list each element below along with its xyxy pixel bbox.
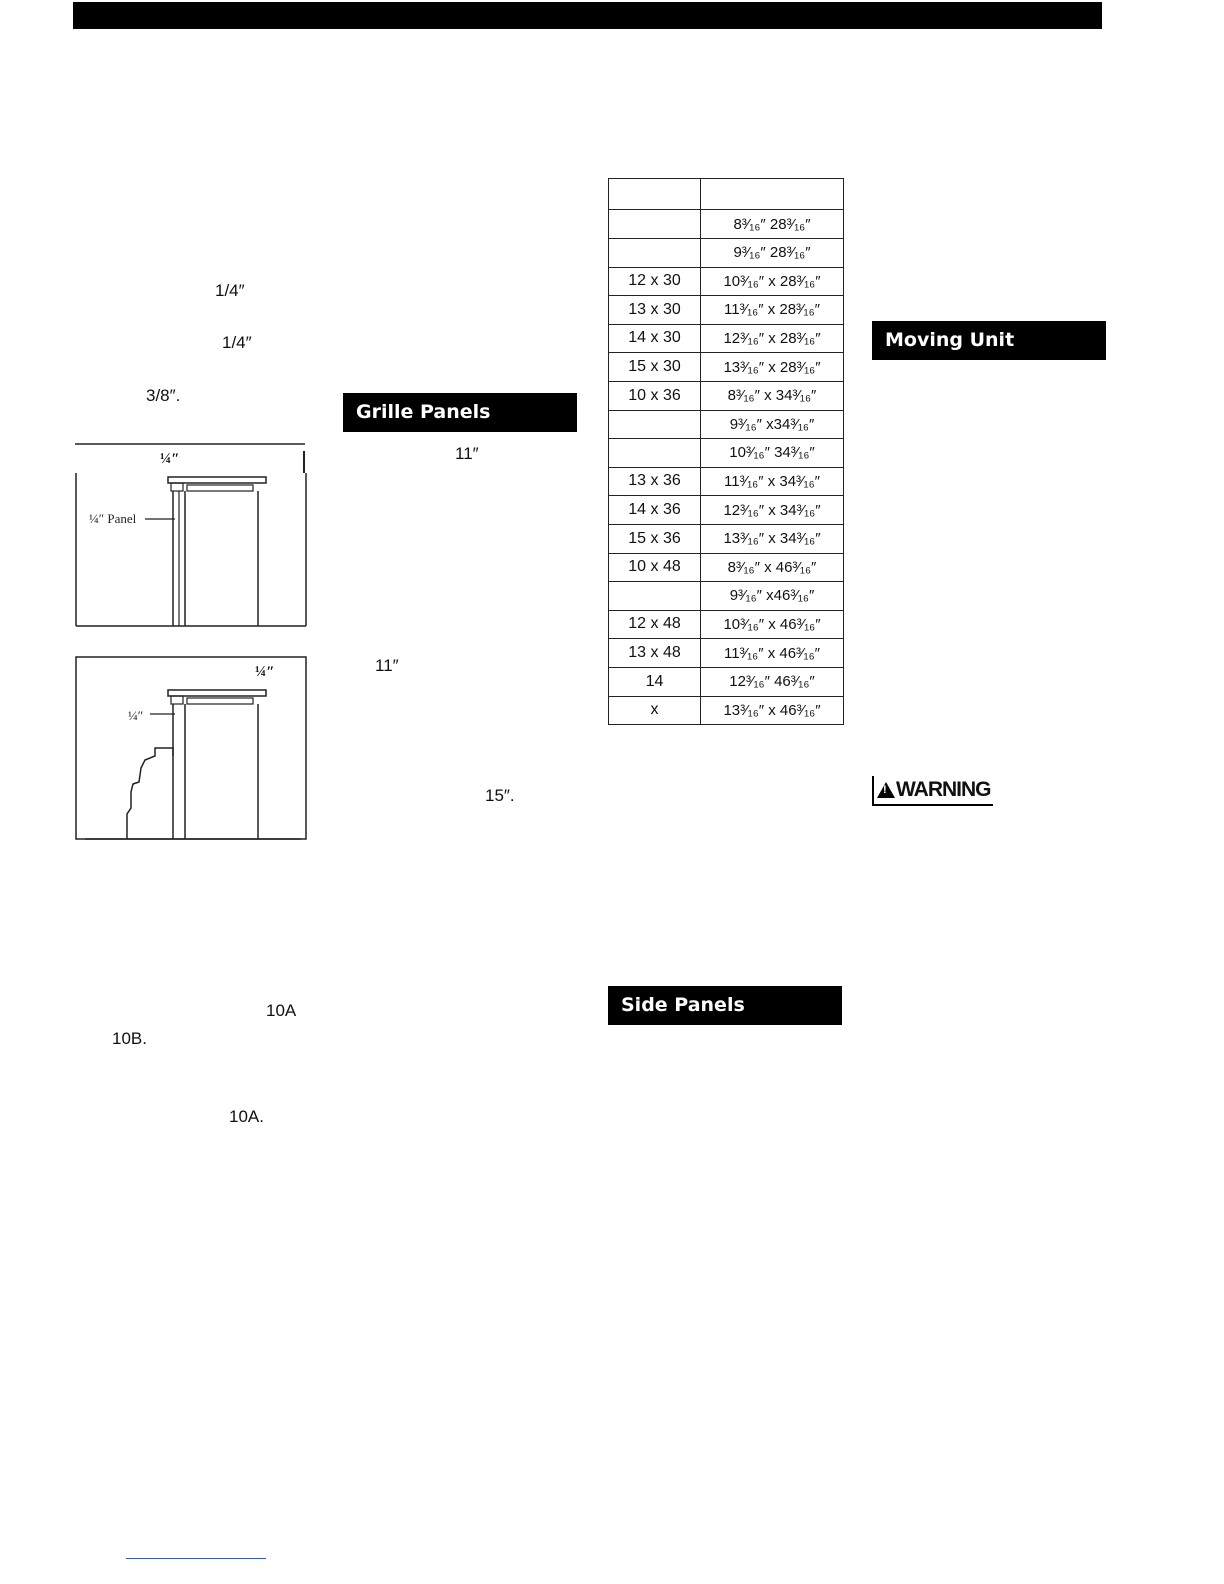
table-cell-panel: 13³⁄₁₆″ x 28³⁄₁₆″ xyxy=(723,358,821,376)
table-cell-panel: 9³⁄₁₆″ 28³⁄₁₆″ xyxy=(733,244,811,262)
table-cell-size xyxy=(609,439,701,467)
table-header-row xyxy=(608,178,844,210)
figure-panel-diagram-a xyxy=(75,443,307,628)
table-cell-panel: 12³⁄₁₆″ x 28³⁄₁₆″ xyxy=(723,329,821,347)
table-row xyxy=(608,696,844,725)
table-cell-panel: 13³⁄₁₆″ x 46³⁄₁₆″ xyxy=(723,701,821,719)
footnote-rule xyxy=(126,1558,266,1559)
table-cell-size: 13 x 30 xyxy=(609,296,701,324)
table-row xyxy=(608,353,844,382)
table-cell-size: 12 x 48 xyxy=(609,610,701,638)
table-cell-size xyxy=(609,239,701,267)
table-row xyxy=(608,296,844,325)
table-header-cell-panel xyxy=(701,179,843,209)
table-cell-size: 14 x 30 xyxy=(609,324,701,352)
table-row xyxy=(608,610,844,639)
table-cell-panel: 9³⁄₁₆″ x46³⁄₁₆″ xyxy=(729,587,815,605)
warning-text: WARNING xyxy=(896,778,991,801)
table-row xyxy=(608,525,844,554)
table-row xyxy=(608,210,844,239)
dimension-15: 15″. xyxy=(485,786,515,805)
table-row xyxy=(608,496,844,525)
warning-label xyxy=(872,776,993,806)
warning-triangle-icon xyxy=(877,782,895,798)
table-header-cell-size xyxy=(609,179,701,209)
figure-a-drawing xyxy=(75,443,307,628)
table-cell-panel: 8³⁄₁₆″ x 34³⁄₁₆″ xyxy=(727,387,817,405)
grille-panels-heading: Grille Panels xyxy=(343,393,577,432)
table-cell-panel: 11³⁄₁₆″ x 28³⁄₁₆″ xyxy=(724,301,820,319)
table-cell-size: 14 x 36 xyxy=(609,496,701,524)
table-cell-panel: 12³⁄₁₆″ 46³⁄₁₆″ xyxy=(729,673,815,691)
table-row xyxy=(608,267,844,296)
table-cell-panel: 10³⁄₁₆″ 34³⁄₁₆″ xyxy=(729,444,815,462)
table-row xyxy=(608,668,844,697)
figure-a-dimension: ¼″ xyxy=(160,451,180,467)
table-cell-size: 10 x 48 xyxy=(609,553,701,581)
table-row xyxy=(608,439,844,468)
table-cell-panel: 12³⁄₁₆″ x 34³⁄₁₆″ xyxy=(723,501,821,519)
figure-ref-10a-second: 10A. xyxy=(229,1107,264,1126)
table-cell-panel: 9³⁄₁₆″ x34³⁄₁₆″ xyxy=(729,415,815,433)
table-row xyxy=(608,582,844,611)
figure-b-dimension: ¼″ xyxy=(255,664,275,680)
fraction-quarter-1: 1/4″ xyxy=(215,281,245,300)
side-panels-heading: Side Panels xyxy=(608,986,842,1025)
table-row xyxy=(608,639,844,668)
table-cell-size: 13 x 48 xyxy=(609,639,701,667)
table-row xyxy=(608,324,844,353)
moving-unit-heading: Moving Unit xyxy=(872,321,1106,360)
table-cell-size: 14 xyxy=(609,668,701,696)
figure-panel-diagram-b xyxy=(75,656,307,842)
figure-ref-10a: 10A xyxy=(266,1001,297,1020)
figure-ref-10b: 10B. xyxy=(112,1029,147,1048)
figure-b-panel-label: ¼″ xyxy=(128,708,144,723)
figure-a-panel-label: ¼″ Panel xyxy=(89,511,137,526)
table-cell-panel: 10³⁄₁₆″ x 46³⁄₁₆″ xyxy=(723,615,821,633)
table-row xyxy=(608,553,844,582)
table-row xyxy=(608,467,844,496)
table-cell-size: 12 x 30 xyxy=(609,267,701,295)
dimension-11-first: 11″ xyxy=(455,444,479,463)
table-cell-size: 13 x 36 xyxy=(609,467,701,495)
table-cell-panel: 11³⁄₁₆″ x 46³⁄₁₆″ xyxy=(724,644,820,662)
table-cell-size xyxy=(609,582,701,610)
fraction-three-eighths: 3/8″. xyxy=(146,386,181,405)
table-row xyxy=(608,382,844,411)
table-cell-size: 15 x 30 xyxy=(609,353,701,381)
figure-b-drawing xyxy=(75,656,307,842)
fraction-quarter-2: 1/4″ xyxy=(222,333,252,352)
table-cell-panel: 13³⁄₁₆″ x 34³⁄₁₆″ xyxy=(723,530,821,548)
table-cell-size: 15 x 36 xyxy=(609,525,701,553)
table-cell-size xyxy=(609,210,701,238)
table-row xyxy=(608,239,844,268)
header-bar xyxy=(73,2,1102,29)
table-cell-size: x xyxy=(609,696,701,724)
table-cell-panel: 8³⁄₁₆″ 28³⁄₁₆″ xyxy=(733,215,811,233)
table-row xyxy=(608,410,844,439)
table-cell-panel: 10³⁄₁₆″ x 28³⁄₁₆″ xyxy=(723,272,821,290)
table-cell-panel: 8³⁄₁₆″ x 46³⁄₁₆″ xyxy=(727,558,817,576)
table-cell-size xyxy=(609,410,701,438)
dimension-11-second: 11″ xyxy=(375,656,399,675)
table-cell-panel: 11³⁄₁₆″ x 34³⁄₁₆″ xyxy=(724,472,820,490)
table-cell-size: 10 x 36 xyxy=(609,382,701,410)
